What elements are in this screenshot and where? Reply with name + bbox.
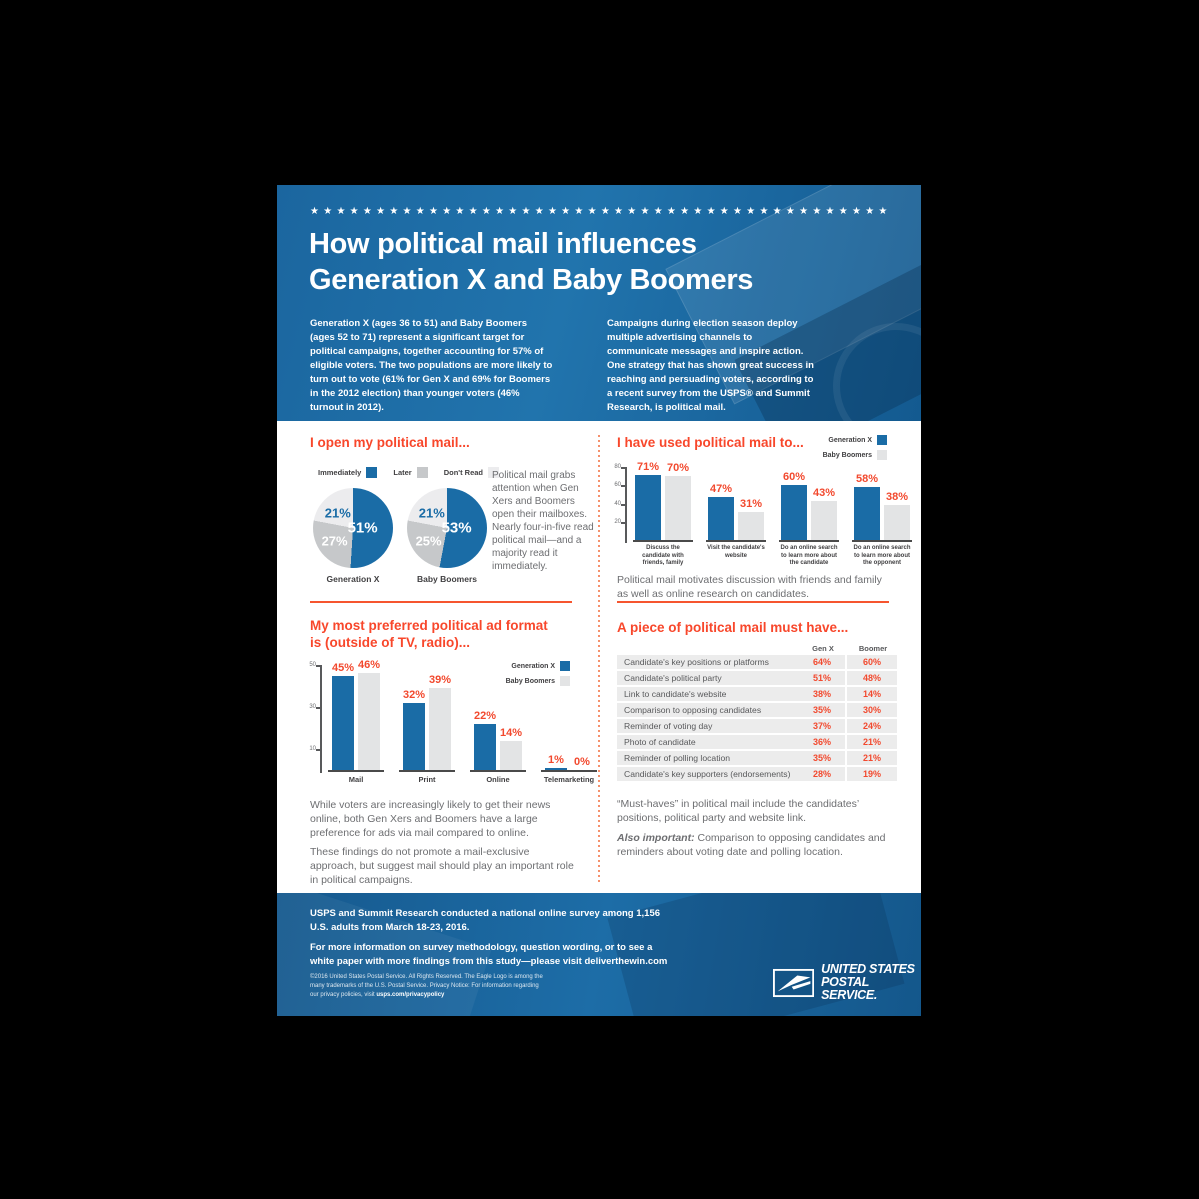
bar-category-label: Discuss the candidate with friends, family [642,545,684,566]
bar-baby-boomers [738,512,764,540]
table-row [617,719,897,733]
bar-generation-x [854,487,880,540]
pie-value-immediately: 53% [441,519,472,537]
bar-group [325,649,387,784]
star-icon: ★ [508,206,518,217]
pie-label: Baby Boomers [417,574,477,584]
star-icon: ★ [825,206,835,217]
bar-column-boomer [738,451,764,540]
star-icon: ★ [323,206,333,217]
table-row-label: Candidate's political party [624,673,722,683]
star-icon: ★ [455,206,465,217]
star-icon: ★ [680,206,690,217]
pie-baby-boomers [407,488,487,584]
baseline [328,770,384,772]
legend-item-later [393,467,427,478]
must-have-caption-2 [617,831,891,859]
star-icon: ★ [627,206,637,217]
heading-line-1: My most preferred political ad format [310,618,548,633]
bar-column-genx [403,649,425,770]
table-value-boomer: 21% [862,737,881,747]
orange-divider [617,601,889,603]
bar-column-boomer [884,451,910,540]
star-icon: ★ [799,206,809,217]
star-icon: ★ [442,206,452,217]
legal-fine-print [310,973,543,1000]
star-icon: ★ [838,206,848,217]
star-icon: ★ [428,206,438,217]
bar-baby-boomers [665,476,691,540]
bar-generation-x [781,485,807,540]
bar-generation-x [474,724,496,770]
logo-line-1: UNITED STATES [821,962,915,976]
table-value-genx: 35% [812,705,831,715]
y-tick-mark [621,504,625,506]
table-value-boomer: 14% [862,689,881,699]
bar-category-label: Mail [348,775,364,784]
legend-item-immediately [318,467,377,478]
star-icon: ★ [693,206,703,217]
y-tick-label: 40 [614,500,621,507]
bar-column-boomer [571,649,593,770]
table-row [617,671,897,685]
star-icon: ★ [746,206,756,217]
fine-print-line: many trademarks of the U.S. Postal Service. Privacy Notice: For information regarding [310,983,539,989]
bar-column-boomer [811,451,837,540]
bar-column-genx [332,649,354,770]
baseline [470,770,526,772]
ad-format-bar-chart [309,653,595,795]
used-mail-caption: Political mail motivates discussion with friends and family as well as online research on candidates. [617,574,882,600]
star-icon: ★ [376,206,386,217]
bar-column-boomer [665,451,691,540]
section-heading-must-have: A piece of political mail must have... [617,620,849,635]
table-value-genx: 51% [812,673,831,683]
header-banner [277,185,921,421]
table-value-boomer: 60% [862,657,881,667]
note-line [310,955,667,969]
chart2-legend [470,661,570,691]
more-info-note [310,941,667,969]
bar-generation-x [403,703,425,770]
table-value-genx: 64% [812,657,831,667]
bar-value: 47% [709,483,733,496]
star-icon: ★ [812,206,822,217]
title-line-1: How political mail influences [309,228,697,260]
table-row-label: Candidate's key positions or platforms [624,657,769,667]
table-row [617,687,897,701]
table-value-boomer: 19% [862,769,881,779]
star-icon: ★ [614,206,623,217]
bar-value: 58% [855,473,879,486]
ad-format-caption-2: These findings do not promote a mail-exclusive approach, but suggest mail should play an important role in political campaigns. [310,846,574,886]
legend-label: Later [393,468,412,477]
y-tick-label: 80 [614,464,621,470]
usps-eagle-icon [773,968,814,998]
table-row-label: Reminder of voting day [624,721,713,731]
bar-column-boomer [429,649,451,770]
star-icon: ★ [878,206,888,217]
bar-value: 45% [331,661,355,674]
pie-charts [313,488,487,584]
table-value-genx: 28% [812,769,831,779]
star-icon: ★ [336,206,346,217]
table-value-boomer: 24% [862,721,881,731]
legend-swatch-blue [366,467,377,478]
pie-legend [318,467,499,478]
star-row [310,206,888,218]
baseline [706,540,766,542]
star-icon: ★ [574,206,584,217]
baseline [633,540,693,542]
intro-paragraph-right: Campaigns during election season deploy multiple advertising channels to communicate messages and inspire action. One strategy that has shown great success in reaching and persuading voters, according to a recent survey from the USPS® and Summit Research, is political mail. [607,318,814,413]
table-row [617,703,897,717]
fine-print-line: ©2016 United States Postal Service. All Rights Reserved. The Eagle Logo is among the [310,974,543,980]
table-row-label: Candidate's key supporters (endorsements) [624,769,791,779]
star-icon: ★ [640,206,650,217]
star-icon: ★ [481,206,491,217]
bar-value: 46% [357,659,381,672]
y-tick-mark [621,485,625,487]
bar-pair [708,451,764,540]
bar-generation-x [708,497,734,540]
star-icon: ★ [706,206,716,217]
star-icon: ★ [587,206,597,217]
open-mail-caption: Political mail grabs attention when Gen Xers and Boomers open their mailboxes. Nearly four-in-five read political mail—and a majority read it immediately. [492,470,594,572]
orange-divider [310,601,572,603]
bar-baby-boomers [358,673,380,770]
title-line-2: Generation X and Baby Boomers [309,264,754,296]
legend-item-dont-read [444,467,499,478]
bar-group [849,451,915,568]
table-row-label: Photo of candidate [624,737,696,747]
bar-value: 39% [428,674,452,687]
pie-value-dont-read: 21% [418,505,445,521]
y-tick-mark [316,665,320,667]
y-tick-mark [621,522,625,524]
pie-value-immediately: 51% [347,519,378,537]
note-line: USPS and Summit Research conducted a national online survey among 1,156 [310,908,661,919]
table-value-genx: 35% [812,753,831,763]
star-icon: ★ [733,206,742,217]
star-icon: ★ [666,206,676,217]
must-have-table-body [617,655,897,783]
infographic-poster [277,185,921,1016]
legend-label: Baby Boomers [505,677,555,685]
bar-value: 43% [812,486,836,499]
bar-category-label: Do an online search to learn more about the opponent [853,545,911,566]
legend-item-generation-x [757,435,887,445]
y-tick-mark [621,467,625,469]
note-line: U.S. adults from March 18-23, 2016. [310,922,470,933]
bar-category-label: Online [486,775,510,784]
note-line: For more information on survey methodology, question wording, or to see a [310,942,653,953]
legend-label: Baby Boomers [822,451,872,459]
star-icon: ★ [389,206,399,217]
section-heading-used-mail: I have used political mail to... [617,435,804,450]
bar-category-label: Telemarketing [543,775,595,784]
bar-category-label: Print [418,775,436,784]
star-icon: ★ [719,206,729,217]
bar-value: 38% [885,491,909,504]
legend-label: Generation X [828,436,872,444]
bar-group [776,451,842,568]
star-icon: ★ [468,206,478,217]
bar-value: 0% [574,756,590,768]
star-icon: ★ [349,206,359,217]
fine-print-line [310,991,543,1000]
baseline [399,770,455,772]
star-icon: ★ [600,206,610,217]
legend-swatch-blue [560,661,570,671]
star-icon: ★ [362,206,372,217]
bar-groups [630,451,915,568]
bar-pair [332,649,380,770]
bar-generation-x [332,676,354,771]
star-icon: ★ [402,206,412,217]
pie-value-later: 27% [321,533,348,549]
also-important-label: Also important: [617,832,695,844]
star-icon: ★ [521,206,531,217]
baseline [852,540,912,542]
bar-value: 31% [739,497,763,510]
pie-value-later: 25% [415,533,442,549]
bar-value: 70% [666,462,690,475]
legend-swatch-blue [877,435,887,445]
bar-value: 60% [782,471,806,484]
page-title [309,226,753,298]
baseline [541,770,597,772]
table-row [617,751,897,765]
heading-line-2: is (outside of TV, radio)... [310,635,471,650]
star-icon: ★ [495,206,505,217]
caption-text: Comparison to opposing candidates and reminders about voting date and polling location. [617,832,886,858]
note-text: white paper with more findings from this study—please visit [310,956,585,967]
legend-label: Don't Read [443,468,483,477]
pie-value-dont-read: 21% [324,505,351,521]
bar-value: 14% [499,726,523,739]
star-icon: ★ [415,206,425,217]
table-column-boomer: Boomer [858,644,888,653]
fine-print-text: our privacy policies, visit [310,992,377,998]
y-axis [309,662,322,773]
bar-baby-boomers [429,688,451,770]
star-icon: ★ [310,206,319,217]
table-column-genx: Gen X [812,644,834,653]
y-tick-label: 20 [614,518,621,525]
legend-swatch-gray [560,676,570,686]
bar-value: 71% [636,461,660,474]
bar-column-genx [781,451,807,540]
y-tick-label: 50 [309,662,316,668]
table-value-genx: 38% [812,689,831,699]
bar-group [703,451,769,568]
bar-group [630,451,696,568]
intro-paragraph-left: Generation X (ages 36 to 51) and Baby Boomers (ages 52 to 71) represent a significant target for political campaigns, together accounting for 57% of eligible voters. The two populations are more likely to turn out to vote (61% for Gen X and 69% for Boomers in the 2012 election) than younger voters (46% turnout in 2012). [310,318,553,413]
y-tick-label: 10 [309,746,316,752]
table-row-label: Comparison to opposing candidates [624,705,762,715]
bar-pair [635,451,691,540]
bar-generation-x [635,475,661,540]
baseline [779,540,839,542]
privacy-policy-link-text: usps.com/privacypolicy [376,992,445,998]
star-icon: ★ [851,206,861,217]
bar-column-genx [635,451,661,540]
footer-banner [277,893,921,1016]
bar-pair [854,451,910,540]
bar-pair [781,451,837,540]
table-value-boomer: 48% [862,673,881,683]
bar-baby-boomers [500,741,522,770]
legend-label: Generation X [511,662,555,670]
bar-column-boomer [358,649,380,770]
y-axis [614,464,627,543]
bar-column-genx [708,451,734,540]
bar-category-label: Do an online search to learn more about the candidate [780,545,838,566]
y-tick-label: 60 [614,482,621,489]
bar-group [396,649,458,784]
star-icon: ★ [759,206,769,217]
table-value-genx: 36% [812,737,831,747]
star-icon: ★ [772,206,782,217]
pie-generation-x [313,488,393,584]
usps-logo-text [821,963,921,1002]
star-icon: ★ [534,206,544,217]
table-row-label: Link to candidate's website [624,689,727,699]
y-tick-mark [316,707,320,709]
star-icon: ★ [865,206,875,217]
bar-column-genx [854,451,880,540]
legend-label: Immediately [318,468,362,477]
table-row [617,767,897,781]
bar-baby-boomers [884,505,910,540]
table-row [617,655,897,669]
logo-line-2: POSTAL SERVICE. [821,975,878,1002]
bar-value: 22% [473,709,497,722]
table-row [617,735,897,749]
y-tick-mark [316,749,320,751]
star-icon: ★ [547,206,557,217]
bar-pair [403,649,451,770]
bar-value: 1% [548,753,564,766]
section-heading-ad-format [310,617,548,651]
star-icon: ★ [785,206,795,217]
usps-logo [773,963,921,1002]
ad-format-caption-1: While voters are increasingly likely to get their news online, both Gen Xers and Boomers have a large preference for ads via mail compared to online. [310,799,551,839]
table-value-genx: 37% [812,721,831,731]
legend-item-baby-boomers [470,676,570,686]
legend-swatch-gray [417,467,428,478]
star-icon: ★ [561,206,571,217]
table-row-label: Reminder of polling location [624,753,731,763]
must-have-caption-1: “Must-haves” in political mail include the candidates’ positions, political party and website link. [617,798,859,824]
table-value-boomer: 21% [862,753,881,763]
pie-label: Generation X [326,574,380,584]
legend-item-generation-x [470,661,570,671]
bar-category-label: Visit the candidate's website [707,545,765,559]
bar-value: 32% [402,688,426,701]
section-heading-open-mail: I open my political mail... [310,435,470,450]
survey-methodology-note [310,907,660,935]
bar-baby-boomers [811,501,837,540]
y-tick-label: 30 [309,704,316,710]
deliverthewin-link-text: deliverthewin.com [584,956,668,967]
star-icon: ★ [653,206,663,217]
table-value-boomer: 30% [862,705,881,715]
